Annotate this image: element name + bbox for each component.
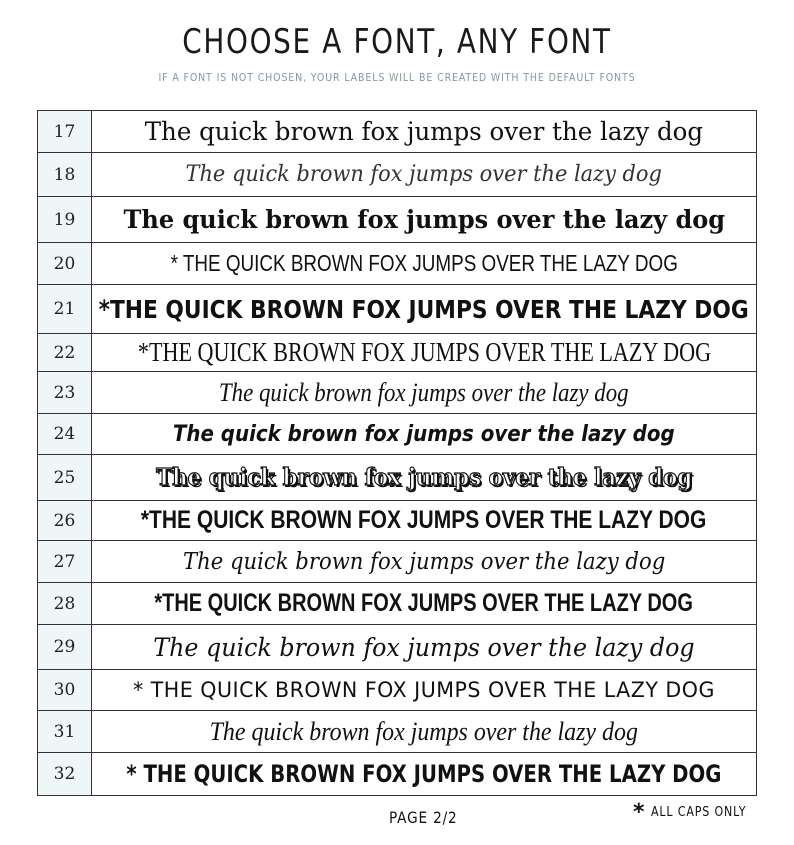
font-sample: The quick brown fox jumps over the lazy dog: [173, 421, 675, 447]
font-sample: *THE QUICK BROWN FOX JUMPS OVER THE LAZY DOG: [154, 589, 694, 617]
font-row-24: [38, 414, 756, 455]
font-sample: The quick brown fox jumps over the lazy dog: [123, 205, 725, 234]
font-sample: The quick brown fox jumps over the lazy dog: [219, 377, 629, 407]
font-number: 23: [38, 372, 92, 413]
font-sample: *THE QUICK BROWN FOX JUMPS OVER THE LAZY DOG: [141, 506, 707, 534]
font-row-19: [38, 197, 756, 243]
font-sample: The quick brown fox jumps over the lazy dog: [155, 464, 693, 491]
font-sample: *THE QUICK BROWN FOX JUMPS OVER THE LAZY DOG: [137, 337, 711, 367]
font-row-20: [38, 243, 756, 285]
font-row-26: [38, 501, 756, 541]
font-row-25: [38, 455, 756, 501]
asterisk-icon: *: [633, 800, 645, 825]
font-sample: * THE QUICK BROWN FOX JUMPS OVER THE LAZY DOG: [133, 678, 715, 702]
font-number: 18: [38, 153, 92, 196]
font-sample: * THE QUICK BROWN FOX JUMPS OVER THE LAZY DOG: [170, 250, 678, 276]
font-table: [37, 110, 757, 796]
page-number: PAGE 2/2: [389, 808, 458, 827]
font-number: 20: [38, 243, 92, 284]
font-number: 29: [38, 625, 92, 669]
font-sample: The quick brown fox jumps over the lazy dog: [182, 548, 666, 575]
font-sample: The quick brown fox jumps over the lazy dog: [144, 117, 704, 146]
font-row-29: [38, 625, 756, 670]
font-number: 26: [38, 501, 92, 540]
font-sample: The quick brown fox jumps over the lazy dog: [209, 716, 639, 746]
font-sample: The quick brown fox jumps over the lazy dog: [185, 162, 663, 187]
font-row-31: [38, 711, 756, 753]
font-sample: The quick brown fox jumps over the lazy dog: [153, 632, 695, 662]
font-number: 17: [38, 111, 92, 152]
font-row-22: [38, 334, 756, 372]
font-sample: * THE QUICK BROWN FOX JUMPS OVER THE LAZY DOG: [126, 760, 722, 788]
font-number: 31: [38, 711, 92, 752]
font-number: 19: [38, 197, 92, 242]
all-caps-note: [633, 800, 763, 825]
font-number: 24: [38, 414, 92, 454]
page-subtitle: IF A FONT IS NOT CHOSEN, YOUR LABELS WILL BE CREATED WITH THE DEFAULT FONTS: [158, 71, 636, 84]
font-row-17: [38, 111, 756, 153]
font-number: 25: [38, 455, 92, 500]
font-number: 22: [38, 334, 92, 371]
font-row-28: [38, 583, 756, 625]
font-row-32: [38, 753, 756, 795]
font-number: 32: [38, 753, 92, 795]
all-caps-note-text: ALL CAPS ONLY: [650, 805, 746, 820]
page-title: CHOOSE A FONT, ANY FONT: [182, 22, 612, 62]
font-row-18: [38, 153, 756, 197]
font-number: 21: [38, 285, 92, 333]
font-number: 30: [38, 670, 92, 710]
font-row-23: [38, 372, 756, 414]
font-row-30: [38, 670, 756, 711]
font-sample: *THE QUICK BROWN FOX JUMPS OVER THE LAZY DOG: [98, 294, 750, 324]
font-row-21: [38, 285, 756, 334]
font-number: 27: [38, 541, 92, 582]
font-row-27: [38, 541, 756, 583]
font-number: 28: [38, 583, 92, 624]
